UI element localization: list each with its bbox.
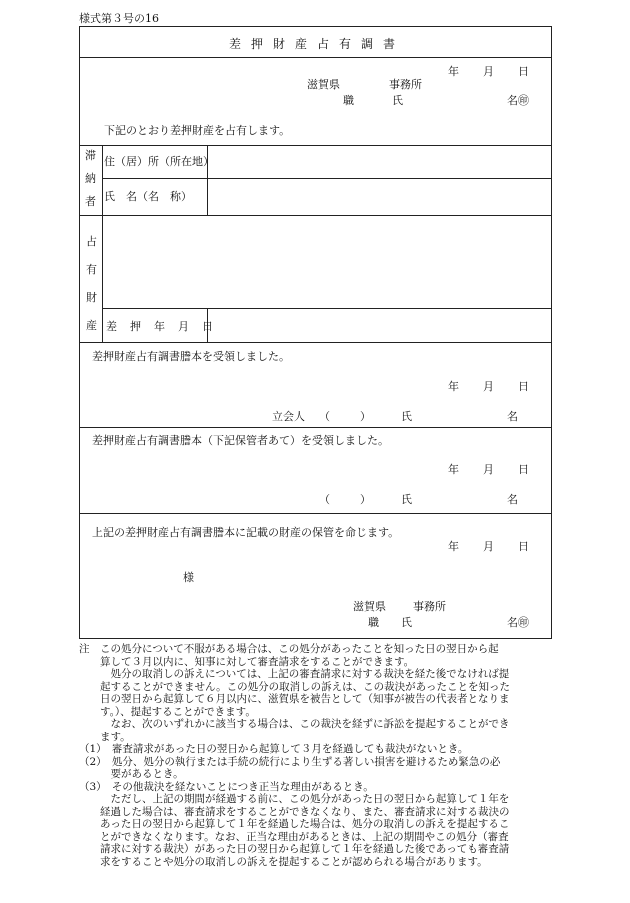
note-line: あった日の翌日から起算して１年を経過した場合は、処分の取消しの訴えを提起するこ: [79, 818, 510, 830]
property-label-2: 有: [86, 263, 97, 276]
receipt1-shi: 氏: [401, 410, 412, 423]
header-position-name: 氏: [392, 94, 403, 107]
order-name: 氏: [401, 616, 412, 629]
order-office: 事務所: [413, 600, 446, 613]
note-line: 請求に対する裁決）があった日の翌日から起算して１年を経過した後であっても審査請: [79, 843, 510, 855]
seizure-date-label: 差 押 年 月 日: [106, 320, 214, 333]
receipt2-paren-open: （: [319, 493, 330, 506]
note-line: す。）、提起することができます。: [79, 705, 256, 718]
header-pref: 滋賀県: [307, 78, 340, 91]
order-addressee: 様: [183, 571, 194, 584]
delinquent-label-1: 滞: [85, 149, 96, 162]
divider-receipt1: [79, 427, 552, 428]
divider-receipt2: [79, 513, 552, 514]
label-column-line: [102, 145, 103, 342]
header-day: 日: [518, 65, 529, 78]
receipt2-month: 月: [483, 463, 494, 476]
receipt1-paren-close: ）: [360, 410, 371, 423]
divider-title: [79, 57, 552, 58]
delinquent-label-2: 納: [85, 172, 96, 185]
name-label: 氏 名（名 称）: [104, 190, 192, 203]
receipt2-day: 日: [518, 463, 529, 476]
receipt2-paren-close: ）: [360, 493, 371, 506]
header-intro: 下記のとおり差押財産を占有します。: [104, 124, 291, 137]
note-line: （1） 審査請求があった日の翌日から起算して３月を経過しても裁決がないとき。: [79, 743, 469, 755]
receipt1-witness: 立会人: [272, 410, 305, 423]
header-seal: 名㊞: [507, 94, 529, 107]
note-line: 要があるとき。: [79, 768, 184, 780]
divider-seizure: [79, 342, 552, 343]
note-line: 日の翌日から起算して６月以内に、滋賀県を被告として（知事が被告の代表者となりま: [79, 693, 510, 705]
receipt2-shi: 氏: [401, 493, 412, 506]
receipt1-mei: 名: [507, 410, 518, 423]
delinquent-label-3: 者: [85, 195, 96, 208]
receipt2-year: 年: [448, 463, 459, 476]
receipt1-text: 差押財産占有調書謄本を受領しました。: [92, 350, 290, 363]
note-line: 経過した場合は、審査請求をすることができなくなり、また、審査請求に対する裁決の: [79, 805, 510, 818]
note-line: とができなくなります。なお、正当な理由があるときは、上記の期間やこの処分（審査: [79, 830, 509, 843]
receipt1-paren-open: （: [319, 410, 330, 423]
note-line: ます。: [79, 730, 131, 743]
note-line: （3） その他裁決を経ないことにつき正当な理由があるとき。: [79, 780, 374, 793]
receipt1-year: 年: [448, 380, 459, 393]
divider-header: [79, 145, 552, 146]
receipt2-mei: 名: [507, 493, 518, 506]
header-year: 年: [448, 65, 459, 78]
header-office: 事務所: [389, 78, 422, 91]
note-line: 処分の取消しの訴えについては、上記の審査請求に対する裁決を経た後でなければ提: [79, 668, 510, 680]
header-position-title: 職: [343, 94, 354, 107]
divider-delinquent: [79, 215, 552, 216]
note-line: 求をすることや処分の取消しの訴えを提起することが認められる場合があります。: [79, 855, 488, 868]
order-seal: 名㊞: [507, 616, 529, 629]
property-label-4: 産: [86, 319, 97, 332]
receipt1-month: 月: [483, 380, 494, 393]
note-line: （2） 処分、処分の執行または手続の続行により生ずる著しい損害を避けるため緊急の必: [79, 755, 501, 768]
divider-address: [102, 178, 552, 179]
property-label-3: 財: [86, 291, 97, 304]
receipt1-day: 日: [518, 380, 529, 393]
order-text: 上記の差押財産占有調書謄本に記載の財産の保管を命じます。: [92, 526, 400, 539]
note-line: 算して３月以内に、知事に対して審査請求をすることができます。: [79, 655, 415, 668]
receipt2-text: 差押財産占有調書謄本（下記保管者あて）を受領しました。: [92, 434, 389, 447]
order-month: 月: [483, 540, 494, 553]
order-pref: 滋賀県: [353, 600, 386, 613]
note-line: 起することができません。この処分の取消しの訴えは、この裁決があったことを知った: [79, 680, 511, 693]
header-month: 月: [483, 65, 494, 78]
form-number: 様式第３号の16: [79, 12, 159, 25]
order-day: 日: [518, 540, 529, 553]
note-line: ただし、上記の期間が経過する前に、この処分があった日の翌日から起算して１年を: [79, 793, 510, 805]
order-title: 職: [368, 616, 379, 629]
order-year: 年: [448, 540, 459, 553]
note-line: なお、次のいずれかに該当する場合は、この裁決を経ずに訴訟を提起することができ: [79, 718, 510, 730]
address-label: 住（居）所（所在地）: [104, 155, 214, 168]
form-title: 差押財産占有調書: [229, 37, 406, 51]
divider-property: [102, 308, 552, 309]
property-label-1: 占: [86, 235, 97, 248]
note-line: 注 この処分について不服がある場合は、この処分があったことを知った日の翌日から起: [79, 643, 499, 655]
